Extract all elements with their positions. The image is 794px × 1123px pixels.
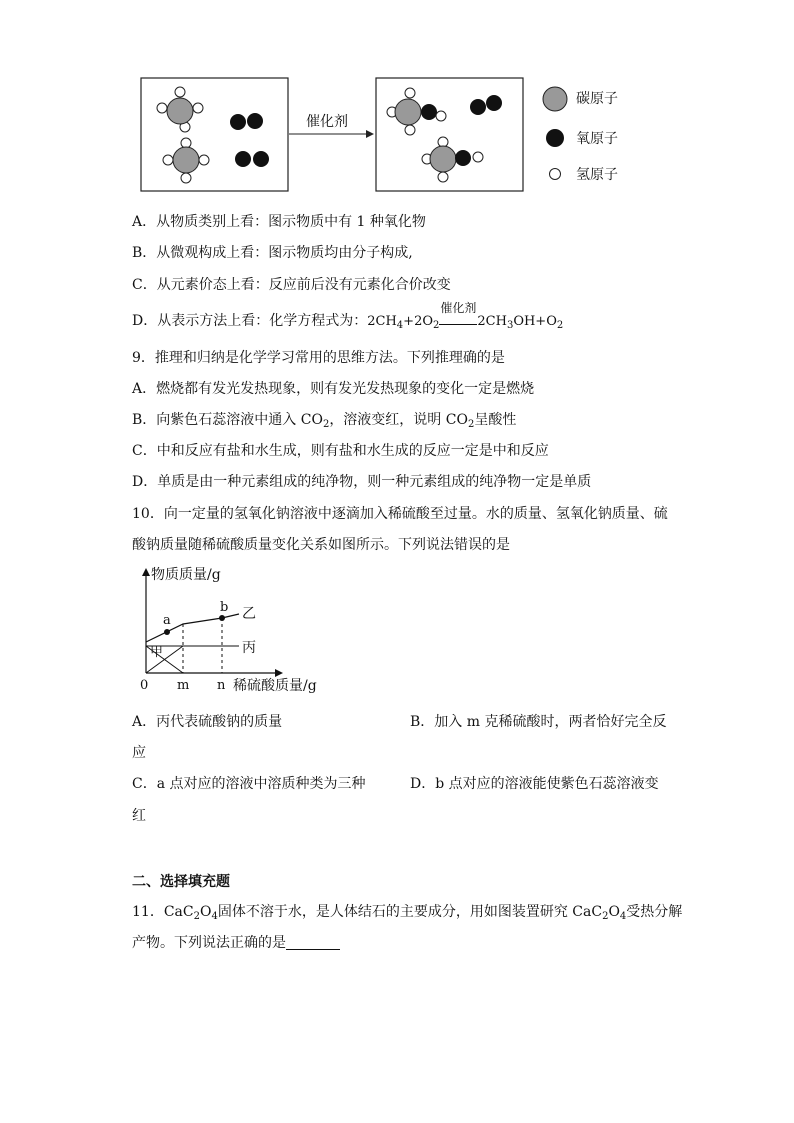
series-jia-label: 甲 [150,645,164,660]
methanol-molecule [422,137,483,182]
q10-option-d: D．b 点对应的溶液能使紫色石蕊溶液变 [410,776,659,792]
q10-chart [135,562,335,697]
q8-option-d: D．从表示方法上看：化学方程式为：$2CH_4+2O_2$ 催化剂 $2CH_3OH+O_2$ [132,301,564,331]
methane-molecule [163,138,209,183]
oxygen-molecule [470,95,502,115]
legend-hydrogen-icon [547,166,563,182]
q8-option-c: C．从元素价态上看：反应前后没有元素化合价改变 [132,277,451,293]
origin-label: 0 [140,678,149,693]
x-tick-n: n [217,678,226,693]
q10-option-b: B．加入 m 克稀硫酸时，两者恰好完全反 [410,714,667,730]
q9-option-b: B．向紫色石蕊溶液中通入 $CO_2$，溶液变红，说明 $CO_2$呈酸性 [132,412,517,430]
q11-stem-line1: 11．$CaC_2O_4$固体不溶于水，是人体结石的主要成分，用如图装置研究 $CaC_2O_4$受热分解 [132,904,683,922]
q10-stem-line2: 酸钠质量随稀硫酸质量变化关系如图所示。下列说法错误的是 [132,537,510,553]
legend-hydrogen-label: 氢原子 [576,167,618,183]
y-axis-label: 物质质量/g [151,567,221,583]
series-yi-label: 乙 [242,606,256,622]
section-heading: 二、选择填充题 [132,874,230,890]
q10-option-c: C．a 点对应的溶液中溶质种类为三种 [132,776,366,792]
equation-catalyst-label: 催化剂 [440,301,477,315]
x-axis-arrow-icon [275,669,283,677]
q8-option-a: A．从物质类别上看：图示物质中有 1 种氧化物 [132,214,426,230]
q10-option-d-cont: 红 [132,808,146,824]
q9-option-a: A．燃烧都有发光发热现象，则有发光发热现象的变化一定是燃烧 [132,381,535,397]
answer-blank[interactable] [286,935,340,950]
series-yi-line [146,614,239,642]
q10-option-a: A．丙代表硫酸钠的质量 [132,714,283,730]
x-axis-label: 稀硫酸质量/g [233,678,317,694]
point-a-label: a [163,613,171,628]
methanol-molecule [387,88,446,135]
q8-option-b: B．从微观构成上看：图示物质均由分子构成, [132,245,413,261]
series-bing-label: 丙 [242,640,256,656]
y-axis-arrow-icon [142,568,150,576]
reactants-box [141,78,288,191]
point-a-marker [164,629,170,635]
q10-stem-line1: 10．向一定量的氢氧化钠溶液中逐滴加入稀硫酸至过量。水的质量、氢氧化钠质量、硫 [132,506,668,522]
legend-carbon-label: 碳原子 [576,91,618,107]
products-box [376,78,523,191]
oxygen-molecule [230,113,263,130]
q9-option-c: C．中和反应有盐和水生成，则有盐和水生成的反应一定是中和反应 [132,443,549,459]
reaction-diagram [130,70,530,200]
legend-oxygen-label: 氧原子 [576,131,618,147]
q11-stem-line2: 产物。下列说法正确的是 [132,933,340,953]
legend-oxygen-icon [544,127,566,149]
point-b-label: b [220,600,229,615]
q10-option-b-cont: 应 [132,745,146,761]
oxygen-molecule [235,151,269,167]
methane-molecule [157,87,203,132]
legend-carbon-icon [540,84,570,114]
q9-stem: 9．推理和归纳是化学学习常用的思维方法。下列推理确的是 [132,350,505,366]
arrow-label: 催化剂 [306,114,348,130]
q9-option-d: D．单质是由一种元素组成的纯净物，则一种元素组成的纯净物一定是单质 [132,474,592,490]
x-tick-m: m [177,678,190,693]
arrow-head-icon [366,130,374,138]
